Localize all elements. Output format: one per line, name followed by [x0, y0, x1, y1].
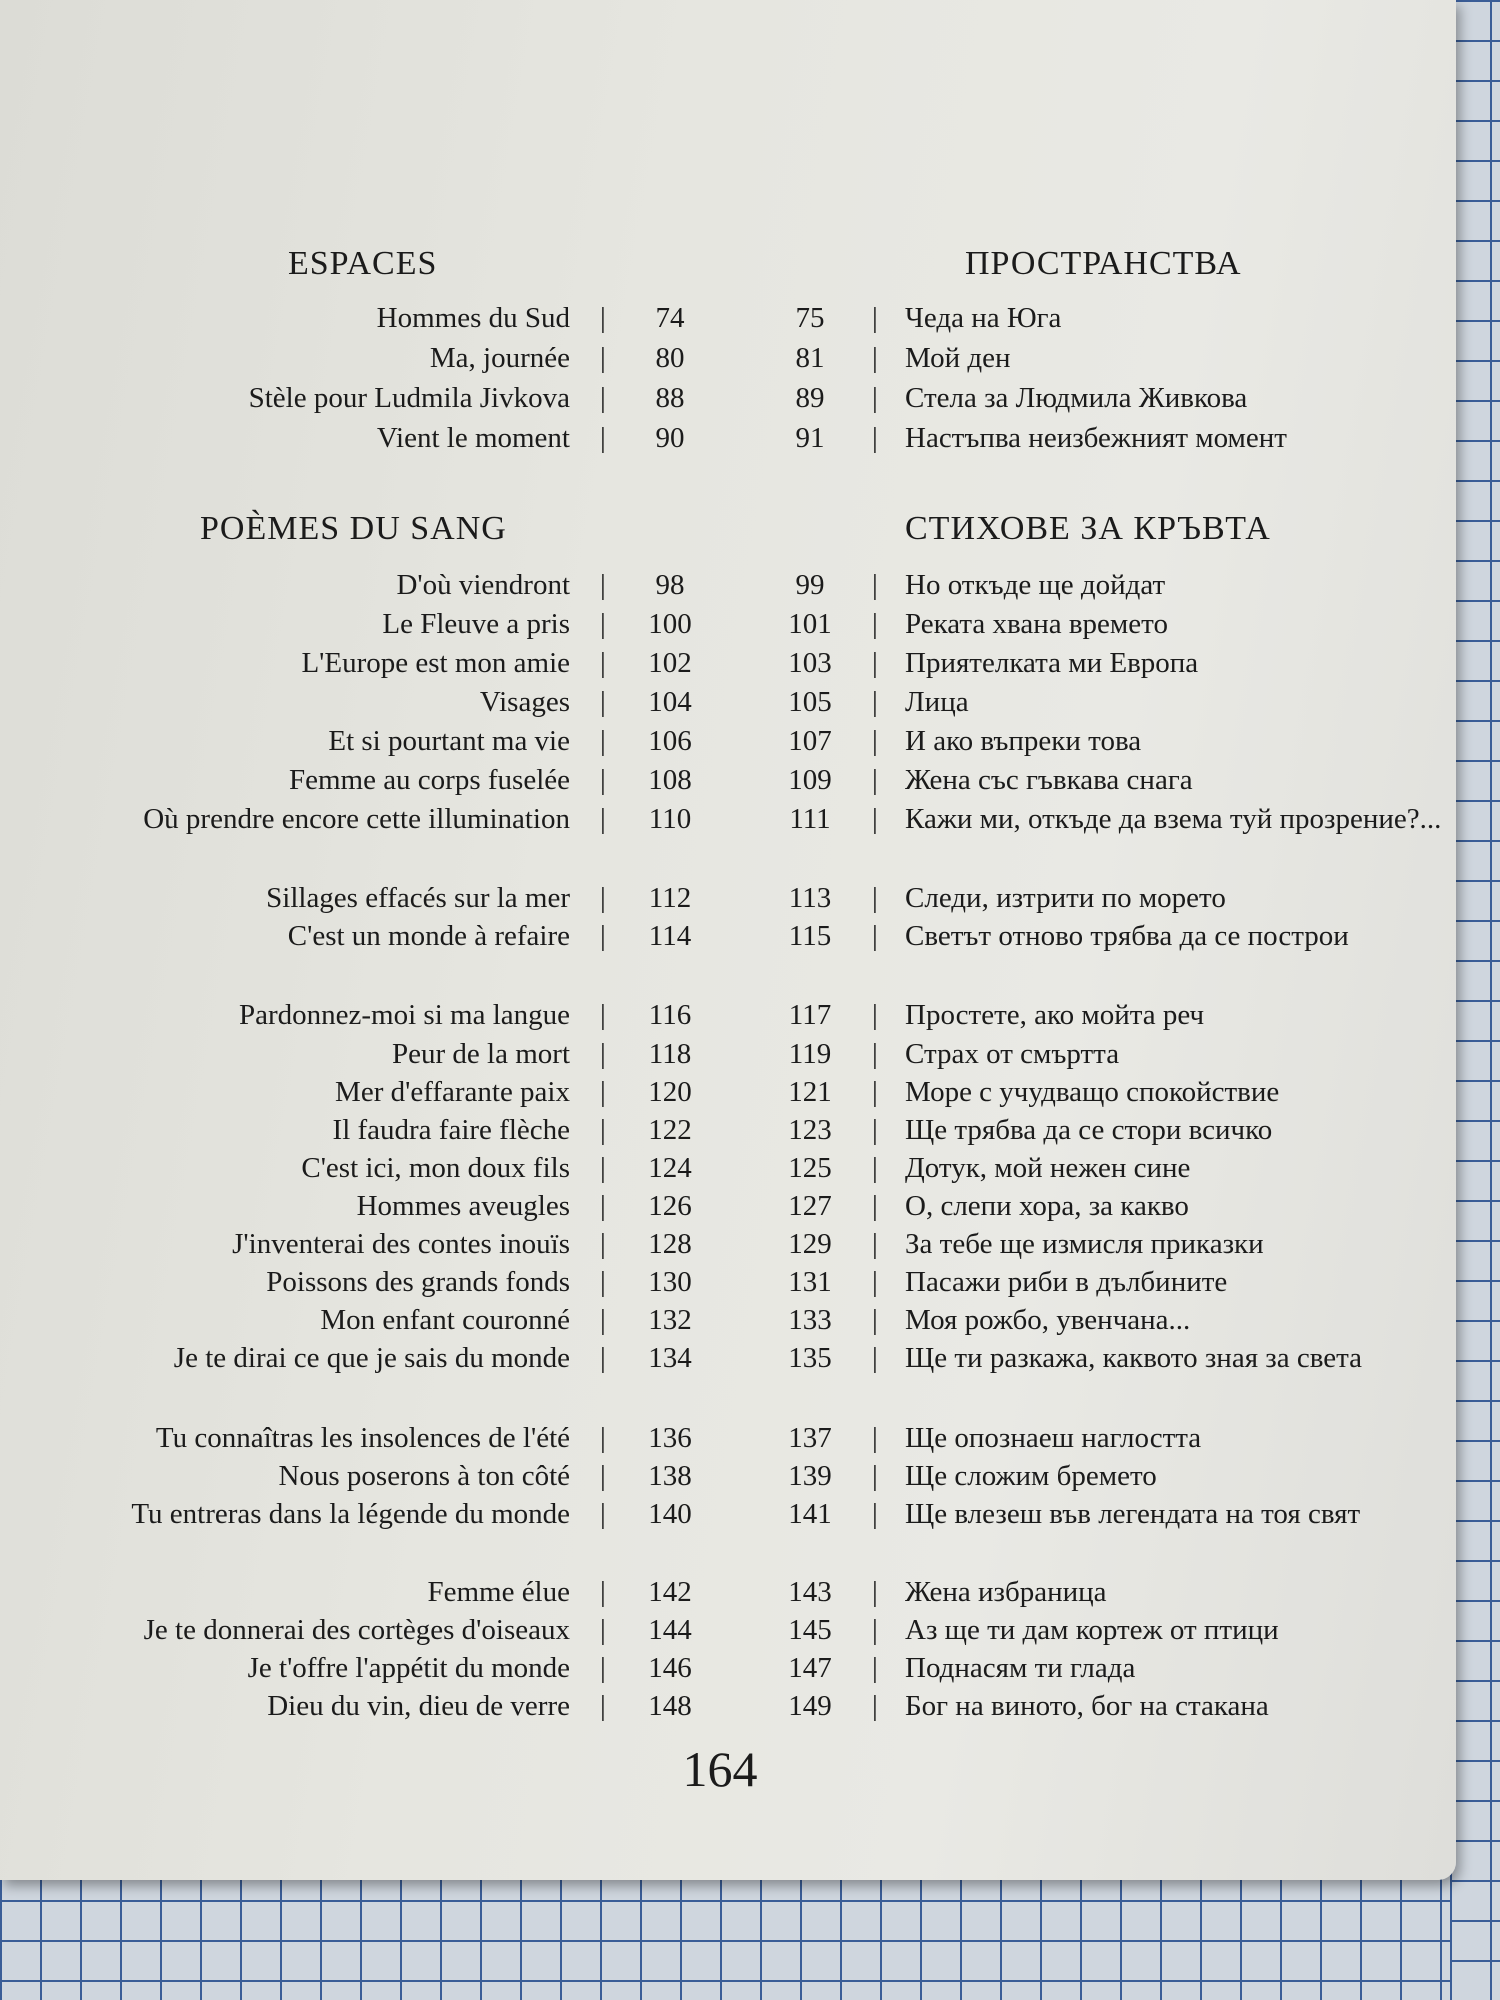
page-number-bg: 145	[788, 1614, 832, 1646]
section-title-bg-espaces: ПРОСТРАНСТВА	[965, 245, 1242, 282]
page-number-bg: 123	[788, 1114, 832, 1146]
separator: |	[872, 999, 878, 1031]
section-title-fr-poemes: POÈMES DU SANG	[200, 510, 507, 547]
bulgarian-title: Ще ти разкажа, каквото зная за света	[905, 1342, 1363, 1374]
page-number-fr: 120	[648, 1076, 692, 1108]
page-number-bg: 137	[788, 1422, 832, 1454]
bulgarian-title: Ще влезеш във легендата на тоя свят	[905, 1498, 1361, 1530]
french-title: Je te donnerai des cortèges d'oiseaux	[143, 1614, 570, 1646]
french-title: Sillages effacés sur la mer	[266, 882, 570, 914]
french-title: L'Europe est mon amie	[301, 647, 570, 679]
toc-entry	[0, 1418, 1456, 1458]
page-number-bg: 129	[788, 1228, 832, 1260]
separator: |	[872, 608, 878, 640]
toc-entry	[0, 1494, 1456, 1534]
separator: |	[872, 1460, 878, 1492]
page-number-fr: 136	[648, 1422, 692, 1454]
page-number-fr: 142	[648, 1576, 692, 1608]
toc-entry	[0, 760, 1456, 800]
separator: |	[872, 725, 878, 757]
page-number-bg: 139	[788, 1460, 832, 1492]
page-number-fr: 80	[655, 342, 685, 374]
page-number-bg: 143	[788, 1576, 832, 1608]
page-number-bg: 89	[795, 382, 825, 414]
separator: |	[600, 1228, 606, 1260]
section-title-bg-poemes: СТИХОВЕ ЗА КРЪВТА	[905, 510, 1271, 547]
toc-entry	[0, 1572, 1456, 1612]
separator: |	[600, 1038, 606, 1070]
separator: |	[600, 725, 606, 757]
separator: |	[872, 1576, 878, 1608]
separator: |	[600, 1498, 606, 1530]
french-title: Hommes aveugles	[356, 1190, 570, 1222]
bulgarian-title: Простете, ако мойта реч	[905, 999, 1205, 1031]
separator: |	[600, 1576, 606, 1608]
toc-entry	[0, 682, 1456, 722]
separator: |	[600, 302, 606, 334]
bulgarian-title: Но откъде ще дойдат	[905, 569, 1166, 601]
bulgarian-title: Стела за Людмила Живкова	[905, 382, 1248, 414]
toc-entry	[0, 721, 1456, 761]
toc-entry	[0, 1034, 1456, 1074]
separator: |	[600, 999, 606, 1031]
separator: |	[600, 1422, 606, 1454]
separator: |	[872, 569, 878, 601]
separator: |	[600, 608, 606, 640]
french-title: Peur de la mort	[392, 1038, 570, 1070]
toc-entry	[0, 1610, 1456, 1650]
section-title-fr-espaces: ESPACES	[288, 245, 438, 282]
separator: |	[872, 1266, 878, 1298]
page-number-fr: 138	[648, 1460, 692, 1492]
separator: |	[600, 1076, 606, 1108]
page-number-bg: 91	[795, 422, 825, 454]
separator: |	[872, 1422, 878, 1454]
toc-entry	[0, 799, 1456, 839]
french-title: Je t'offre l'appétit du monde	[247, 1652, 570, 1684]
toc-entry	[0, 1686, 1456, 1726]
separator: |	[872, 882, 878, 914]
separator: |	[600, 920, 606, 952]
bulgarian-title: Ще трябва да се стори всичко	[905, 1114, 1273, 1146]
page-number-bg: 107	[788, 725, 832, 757]
separator: |	[600, 647, 606, 679]
separator: |	[872, 764, 878, 796]
toc-entry	[0, 338, 1456, 378]
french-title: Le Fleuve a pris	[382, 608, 570, 640]
toc-entry	[0, 565, 1456, 605]
separator: |	[872, 1342, 878, 1374]
page-number-fr: 130	[648, 1266, 692, 1298]
page-number-fr: 132	[648, 1304, 692, 1336]
page-number-bg: 105	[788, 686, 832, 718]
separator: |	[600, 422, 606, 454]
page-number-fr: 146	[648, 1652, 692, 1684]
toc-entry	[0, 1456, 1456, 1496]
toc-entry	[0, 298, 1456, 338]
separator: |	[872, 803, 878, 835]
french-title: J'inventerai des contes inouïs	[232, 1228, 570, 1260]
separator: |	[600, 1342, 606, 1374]
french-title: Femme élue	[427, 1576, 570, 1608]
french-title: Poissons des grands fonds	[266, 1266, 570, 1298]
page-number-fr: 106	[648, 725, 692, 757]
bulgarian-title: Дотук, мой нежен сине	[905, 1152, 1191, 1184]
french-title: Stèle pour Ludmila Jivkova	[248, 382, 570, 414]
french-title: Je te dirai ce que je sais du monde	[173, 1342, 570, 1374]
toc-entry	[0, 1148, 1456, 1188]
page-number-bg: 103	[788, 647, 832, 679]
bulgarian-title: Лица	[905, 686, 969, 718]
toc-entry	[0, 878, 1456, 918]
page-number-fr: 116	[648, 999, 692, 1031]
bulgarian-title: Чеда на Юга	[905, 302, 1062, 334]
bulgarian-title: Море с учудващо спокойствие	[905, 1076, 1280, 1108]
french-title: Et si pourtant ma vie	[328, 725, 570, 757]
page-number-bg: 121	[788, 1076, 832, 1108]
french-title: Ma, journée	[429, 342, 570, 374]
separator: |	[872, 1690, 878, 1722]
french-title: Dieu du vin, dieu de verre	[267, 1690, 570, 1722]
separator: |	[872, 1228, 878, 1260]
separator: |	[872, 1076, 878, 1108]
bulgarian-title: Мой ден	[905, 342, 1011, 374]
separator: |	[872, 920, 878, 952]
french-title: Mer d'effarante paix	[335, 1076, 570, 1108]
separator: |	[600, 382, 606, 414]
separator: |	[600, 569, 606, 601]
separator: |	[600, 1266, 606, 1298]
bulgarian-title: И ако въпреки това	[905, 725, 1142, 757]
bulgarian-title: Страх от смъртта	[905, 1038, 1120, 1070]
page-number-bg: 127	[788, 1190, 832, 1222]
page-number-bg: 99	[795, 569, 825, 601]
french-title: Mon enfant couronné	[320, 1304, 570, 1336]
bulgarian-title: За тебе ще измисля приказки	[905, 1228, 1264, 1260]
page-number-fr: 104	[648, 686, 692, 718]
separator: |	[872, 302, 878, 334]
bulgarian-title: Следи, изтрити по морето	[905, 882, 1226, 914]
french-title: D'où viendront	[396, 569, 570, 601]
page-number-fr: 124	[648, 1152, 692, 1184]
french-title: Hommes du Sud	[376, 302, 570, 334]
separator: |	[600, 1152, 606, 1184]
page-number-fr: 102	[648, 647, 692, 679]
bulgarian-title: Реката хвана времето	[905, 608, 1168, 640]
separator: |	[600, 1460, 606, 1492]
page-number-bg: 111	[789, 803, 831, 835]
separator: |	[872, 1038, 878, 1070]
toc-entry	[0, 1110, 1456, 1150]
french-title: Il faudra faire flèche	[332, 1114, 570, 1146]
page-number-bg: 125	[788, 1152, 832, 1184]
bulgarian-title: Аз ще ти дам кортеж от птици	[905, 1614, 1279, 1646]
grid-paper-edge	[1450, 0, 1500, 2000]
french-title: C'est un monde à refaire	[287, 920, 570, 952]
bulgarian-title: Приятелката ми Европа	[905, 647, 1199, 679]
separator: |	[872, 1614, 878, 1646]
separator: |	[600, 803, 606, 835]
toc-entry	[0, 1338, 1456, 1378]
page-number-fr: 134	[648, 1342, 692, 1374]
toc-entry	[0, 995, 1456, 1035]
page-number-fr: 88	[655, 382, 685, 414]
page-number-bg: 81	[795, 342, 825, 374]
page-number-fr: 118	[648, 1038, 692, 1070]
bulgarian-title: Настъпва неизбежният момент	[905, 422, 1287, 454]
separator: |	[600, 1304, 606, 1336]
separator: |	[872, 422, 878, 454]
separator: |	[872, 382, 878, 414]
french-title: C'est ici, mon doux fils	[301, 1152, 570, 1184]
french-title: Vient le moment	[376, 422, 570, 454]
bulgarian-title: Жена със гъвкава снага	[905, 764, 1193, 796]
separator: |	[600, 1614, 606, 1646]
page-number-bg: 101	[788, 608, 832, 640]
separator: |	[600, 1690, 606, 1722]
separator: |	[872, 686, 878, 718]
separator: |	[872, 1652, 878, 1684]
separator: |	[600, 1114, 606, 1146]
toc-entry	[0, 1186, 1456, 1226]
bulgarian-title: Кажи ми, откъде да взема туй прозрение?...	[905, 803, 1442, 835]
separator: |	[600, 1652, 606, 1684]
separator: |	[600, 764, 606, 796]
toc-entry	[0, 1072, 1456, 1112]
french-title: Visages	[479, 686, 570, 718]
separator: |	[600, 686, 606, 718]
bulgarian-title: Бог на виното, бог на стакана	[905, 1690, 1269, 1722]
toc-entry	[0, 1224, 1456, 1264]
separator: |	[872, 1498, 878, 1530]
bulgarian-title: Пасажи риби в дълбините	[905, 1266, 1228, 1298]
bulgarian-title: Ще опознаеш наглостта	[905, 1422, 1202, 1454]
page-number-bg: 109	[788, 764, 832, 796]
page-number-fr: 110	[648, 803, 692, 835]
bulgarian-title: О, слепи хора, за какво	[905, 1190, 1189, 1222]
page-number-fr: 126	[648, 1190, 692, 1222]
page-number-fr: 90	[655, 422, 685, 454]
french-title: Tu connaîtras les insolences de l'été	[155, 1422, 570, 1454]
page-number-bg: 131	[788, 1266, 832, 1298]
toc-entry	[0, 604, 1456, 644]
page-number: 164	[682, 1741, 758, 1797]
page-number-bg: 75	[795, 302, 825, 334]
separator: |	[600, 1190, 606, 1222]
page-number-fr: 112	[648, 882, 692, 914]
page-number-bg: 147	[788, 1652, 832, 1684]
french-title: Pardonnez-moi si ma langue	[239, 999, 570, 1031]
toc-entry	[0, 643, 1456, 683]
page-number-bg: 133	[788, 1304, 832, 1336]
toc-entry	[0, 916, 1456, 956]
page-number-fr: 98	[655, 569, 685, 601]
bulgarian-title: Поднасям ти глада	[905, 1652, 1136, 1684]
page-number-fr: 148	[648, 1690, 692, 1722]
separator: |	[600, 342, 606, 374]
page-number-fr: 144	[648, 1614, 692, 1646]
page-number-bg: 117	[788, 999, 832, 1031]
toc-entry	[0, 1300, 1456, 1340]
page-number-fr: 100	[648, 608, 692, 640]
page-number-bg: 115	[788, 920, 832, 952]
bulgarian-title: Моя рожбо, увенчана...	[905, 1304, 1191, 1336]
separator: |	[872, 1304, 878, 1336]
page-number-bg: 149	[788, 1690, 832, 1722]
page-number-bg: 113	[788, 882, 832, 914]
page-number-bg: 119	[788, 1038, 832, 1070]
page-number-fr: 108	[648, 764, 692, 796]
separator: |	[872, 1114, 878, 1146]
page-number-bg: 141	[788, 1498, 832, 1530]
bulgarian-title: Ще сложим бремето	[905, 1460, 1157, 1492]
toc-entry	[0, 378, 1456, 418]
separator: |	[872, 342, 878, 374]
separator: |	[872, 1152, 878, 1184]
french-title: Où prendre encore cette illumination	[143, 803, 570, 835]
page-number-fr: 128	[648, 1228, 692, 1260]
separator: |	[872, 647, 878, 679]
toc-entry	[0, 1262, 1456, 1302]
french-title: Femme au corps fuselée	[288, 764, 570, 796]
bulgarian-title: Светът отново трябва да се построи	[905, 920, 1349, 952]
page-number-fr: 74	[655, 302, 685, 334]
page-number-fr: 122	[648, 1114, 692, 1146]
page-number-bg: 135	[788, 1342, 832, 1374]
separator: |	[872, 1190, 878, 1222]
toc-entry	[0, 418, 1456, 458]
page-number-fr: 114	[648, 920, 692, 952]
separator: |	[600, 882, 606, 914]
bulgarian-title: Жена избраница	[905, 1576, 1107, 1608]
french-title: Tu entreras dans la légende du monde	[131, 1498, 570, 1530]
french-title: Nous poserons à ton côté	[278, 1460, 570, 1492]
page-number-fr: 140	[648, 1498, 692, 1530]
toc-entry	[0, 1648, 1456, 1688]
